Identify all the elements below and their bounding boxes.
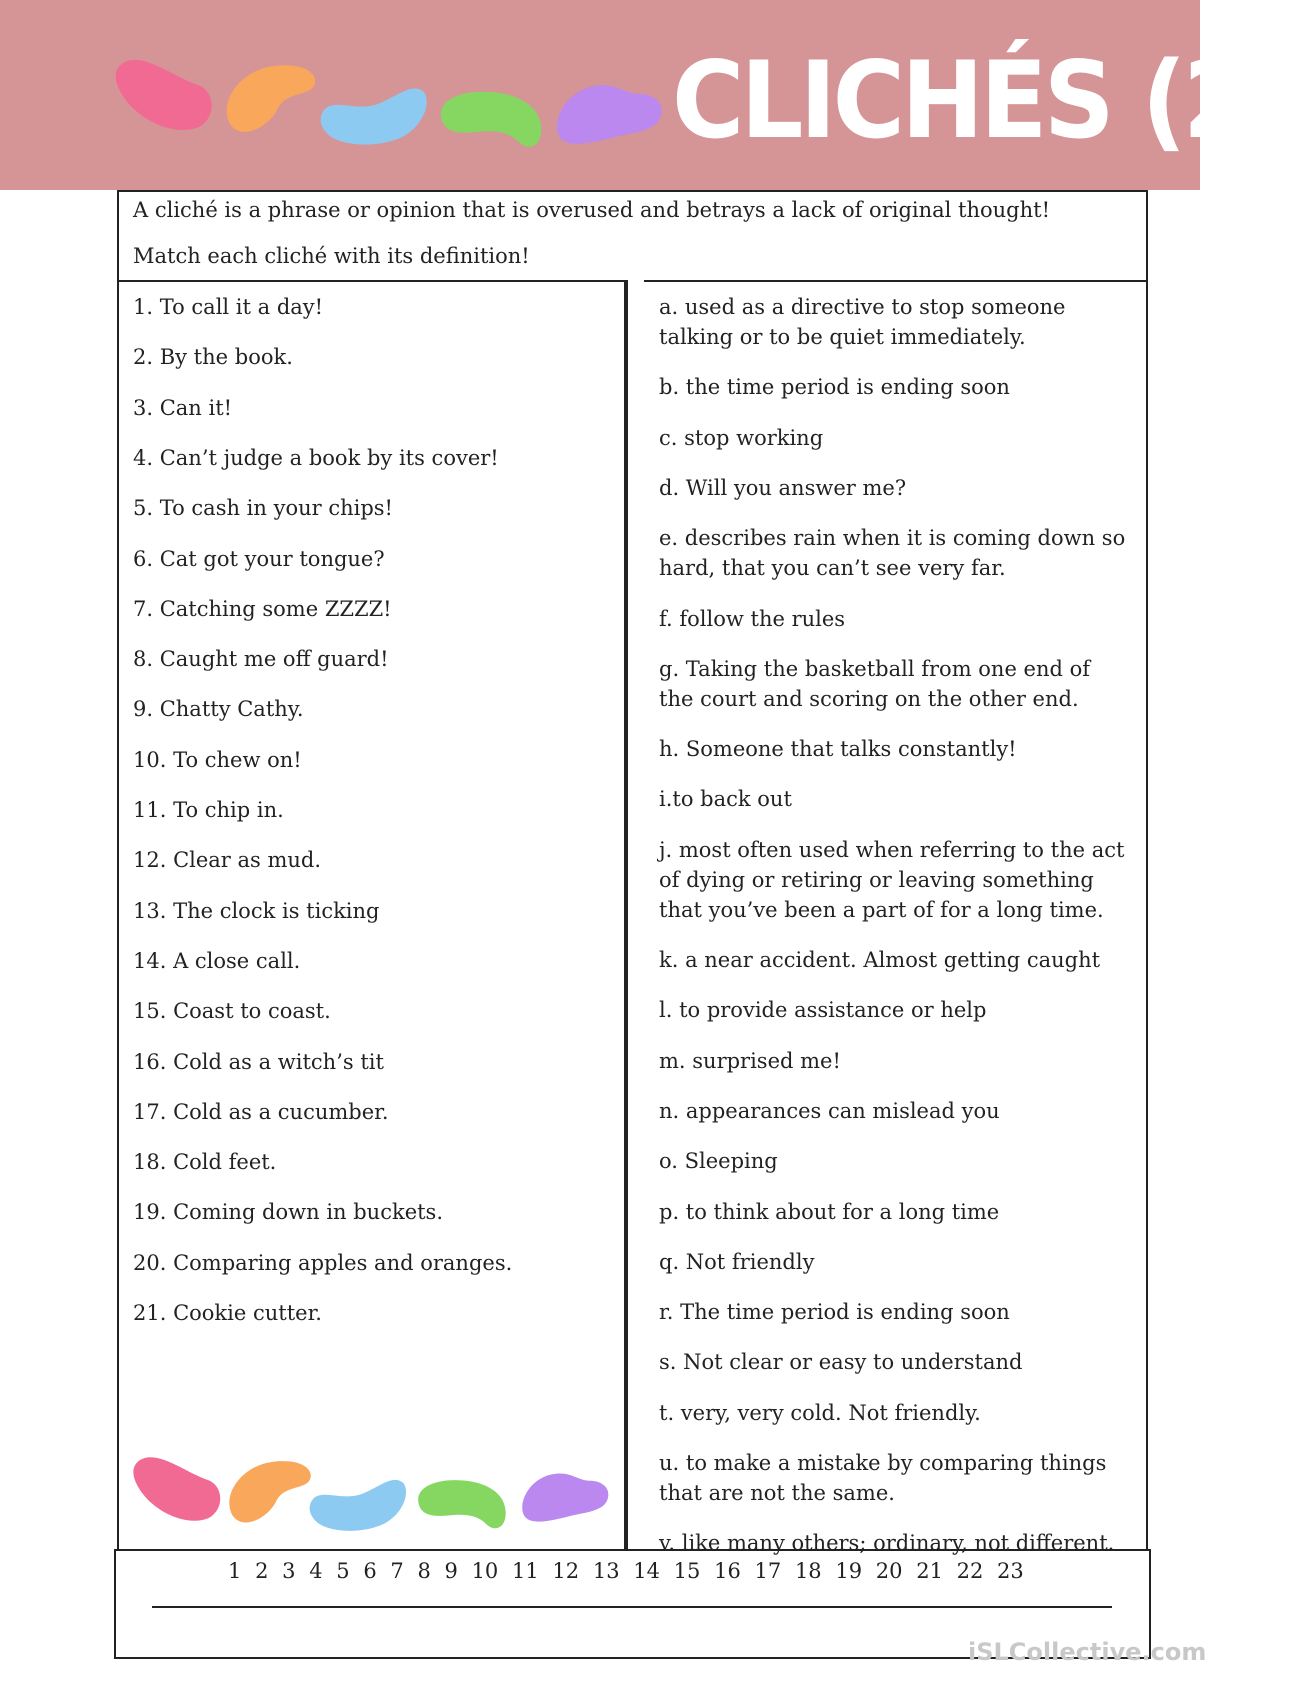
cliche-definition-text: A cliché is a phrase or opinion that is overused and betrays a lack of original thought! bbox=[133, 198, 1051, 222]
cliche-item: 3. Can it! bbox=[133, 395, 233, 420]
definition-line: a. used as a directive to stop someone bbox=[659, 295, 1066, 319]
answer-number: 19 bbox=[835, 1559, 863, 1583]
definition-line: o. Sleeping bbox=[659, 1149, 778, 1174]
answer-number: 4 bbox=[309, 1559, 323, 1583]
cliche-item: 7. Catching some ZZZZ! bbox=[133, 596, 392, 621]
answer-number: 9 bbox=[444, 1559, 458, 1583]
answer-number: 21 bbox=[916, 1559, 943, 1583]
definition-line: b. the time period is ending soon bbox=[659, 375, 1010, 400]
definition-line: f. follow the rules bbox=[659, 606, 846, 631]
jellybean-pink-icon bbox=[113, 55, 218, 135]
jellybean-purple-icon bbox=[553, 80, 665, 150]
answer-number: 13 bbox=[592, 1559, 620, 1583]
cliche-item: 21. Cookie cutter. bbox=[133, 1301, 322, 1325]
answer-number: 14 bbox=[633, 1559, 660, 1583]
definition-item bbox=[659, 1398, 981, 1428]
definition-line: p. to think about for a long time bbox=[659, 1199, 1000, 1224]
jellybean-green-icon bbox=[413, 1474, 509, 1534]
cliche-item: 19. Coming down in buckets. bbox=[133, 1200, 444, 1225]
definition-item bbox=[659, 1096, 1000, 1126]
answer-number: 11 bbox=[511, 1559, 539, 1583]
answer-number: 10 bbox=[471, 1559, 499, 1583]
definition-line: the court and scoring on the other end. bbox=[659, 686, 1079, 711]
definition-line: m. surprised me! bbox=[659, 1048, 841, 1073]
definition-line: of dying or retiring or leaving something bbox=[659, 867, 1094, 892]
definition-line: q. Not friendly bbox=[659, 1249, 815, 1274]
definition-line: s. Not clear or easy to understand bbox=[659, 1350, 1023, 1375]
cliche-item: 11. To chip in. bbox=[133, 798, 284, 822]
definition-item bbox=[659, 945, 1100, 975]
definition-item bbox=[659, 473, 906, 503]
definition-item bbox=[659, 372, 1010, 402]
answer-number: 16 bbox=[714, 1559, 741, 1583]
column-divider bbox=[626, 280, 628, 1551]
answer-number: 18 bbox=[794, 1559, 822, 1583]
definition-line: n. appearances can mislead you bbox=[659, 1098, 1000, 1123]
definition-line: i.to back out bbox=[659, 787, 792, 812]
definition-line: d. Will you answer me? bbox=[659, 475, 907, 500]
definition-line: that you’ve been a part of for a long time. bbox=[659, 897, 1104, 922]
answer-number: 5 bbox=[336, 1559, 350, 1583]
definition-list bbox=[644, 280, 1148, 1556]
definition-line: h. Someone that talks constantly! bbox=[659, 737, 1017, 762]
jellybean-orange-icon bbox=[225, 1458, 317, 1532]
cliche-item: 8. Caught me off guard! bbox=[133, 647, 389, 672]
jellybean-orange-icon bbox=[222, 62, 322, 142]
definition-item bbox=[659, 1347, 1022, 1377]
definition-item bbox=[659, 1247, 814, 1277]
definition-line: talking or to be quiet immediately. bbox=[659, 325, 1026, 349]
cliche-item: 14. A close call. bbox=[133, 948, 301, 973]
definition-line: that are not the same. bbox=[659, 1481, 895, 1505]
definition-line: u. to make a mistake by comparing things bbox=[659, 1451, 1107, 1475]
answer-number: 17 bbox=[754, 1559, 782, 1583]
page-title: CLICHÉS (2) bbox=[672, 39, 1289, 162]
cliche-item: 16. Cold as a witch’s tit bbox=[133, 1049, 384, 1074]
cliche-item: 6. Cat got your tongue? bbox=[133, 546, 385, 571]
definition-item bbox=[659, 1448, 1106, 1508]
definition-item bbox=[659, 1046, 841, 1076]
answer-number: 22 bbox=[956, 1559, 984, 1583]
answer-line[interactable] bbox=[152, 1606, 1112, 1608]
answer-number: 3 bbox=[282, 1559, 296, 1583]
cliche-item: 12. Clear as mud. bbox=[133, 848, 322, 873]
jellybean-blue-icon bbox=[309, 1474, 409, 1534]
answer-number: 8 bbox=[417, 1559, 431, 1583]
answer-number: 15 bbox=[673, 1559, 701, 1583]
cliche-list bbox=[117, 280, 626, 1551]
answer-number: 1 bbox=[228, 1559, 242, 1583]
answer-number: 7 bbox=[390, 1559, 404, 1583]
cliche-item: 20. Comparing apples and oranges. bbox=[133, 1250, 513, 1275]
definition-line: k. a near accident. Almost getting caught bbox=[659, 948, 1101, 972]
definition-line: hard, that you can’t see very far. bbox=[659, 556, 1006, 581]
definition-item bbox=[659, 423, 823, 453]
jellybean-green-icon bbox=[435, 86, 545, 152]
answer-number: 20 bbox=[875, 1559, 903, 1583]
definition-item bbox=[659, 995, 986, 1025]
definition-line: j. most often used when referring to the act bbox=[659, 837, 1125, 862]
definition-item bbox=[659, 784, 792, 814]
definition-line: e. describes rain when it is coming down so bbox=[659, 526, 1126, 551]
cliche-item: 15. Coast to coast. bbox=[133, 999, 331, 1024]
definition-line: g. Taking the basketball from one end of bbox=[659, 656, 1091, 681]
definition-item bbox=[659, 734, 1017, 764]
cliche-item: 5. To cash in your chips! bbox=[133, 496, 393, 521]
definition-item bbox=[659, 292, 1066, 352]
cliche-item: 9. Chatty Cathy. bbox=[133, 697, 304, 722]
definition-item bbox=[659, 523, 1125, 583]
definition-item bbox=[659, 654, 1090, 714]
definition-item bbox=[659, 1197, 999, 1227]
cliche-item: 18. Cold feet. bbox=[133, 1150, 277, 1175]
answer-numbers bbox=[228, 1559, 1028, 1583]
cliche-item: 10. To chew on! bbox=[133, 747, 302, 772]
jellybean-blue-icon bbox=[320, 82, 430, 148]
jellybean-pink-icon bbox=[131, 1452, 226, 1526]
definition-item bbox=[659, 835, 1124, 925]
answer-number: 23 bbox=[997, 1559, 1024, 1583]
cliche-item: 2. By the book. bbox=[133, 345, 293, 370]
watermark: iSLCollective.com bbox=[968, 1638, 1207, 1666]
answer-number: 12 bbox=[552, 1559, 580, 1583]
answer-number: 6 bbox=[363, 1559, 377, 1583]
cliche-item: 13. The clock is ticking bbox=[133, 898, 380, 923]
definition-line: t. very, very cold. Not friendly. bbox=[659, 1400, 981, 1425]
definition-line: l. to provide assistance or help bbox=[659, 998, 987, 1023]
definition-item bbox=[659, 604, 845, 634]
cliche-item: 1. To call it a day! bbox=[133, 295, 324, 319]
definition-line: v. like many others; ordinary, not different. bbox=[659, 1531, 1115, 1556]
answer-number: 2 bbox=[255, 1559, 269, 1583]
instruction-text: Match each cliché with its definition! bbox=[133, 244, 530, 269]
definition-item bbox=[659, 1146, 778, 1176]
definition-item bbox=[659, 1297, 1010, 1327]
definition-line: r. The time period is ending soon bbox=[659, 1300, 1010, 1325]
cliche-item: 4. Can’t judge a book by its cover! bbox=[133, 445, 499, 470]
intro-box bbox=[117, 190, 1148, 280]
definition-line: c. stop working bbox=[659, 425, 824, 450]
header-banner bbox=[0, 0, 1289, 190]
jellybean-purple-icon bbox=[519, 1468, 611, 1528]
cliche-item: 17. Cold as a cucumber. bbox=[133, 1099, 389, 1124]
